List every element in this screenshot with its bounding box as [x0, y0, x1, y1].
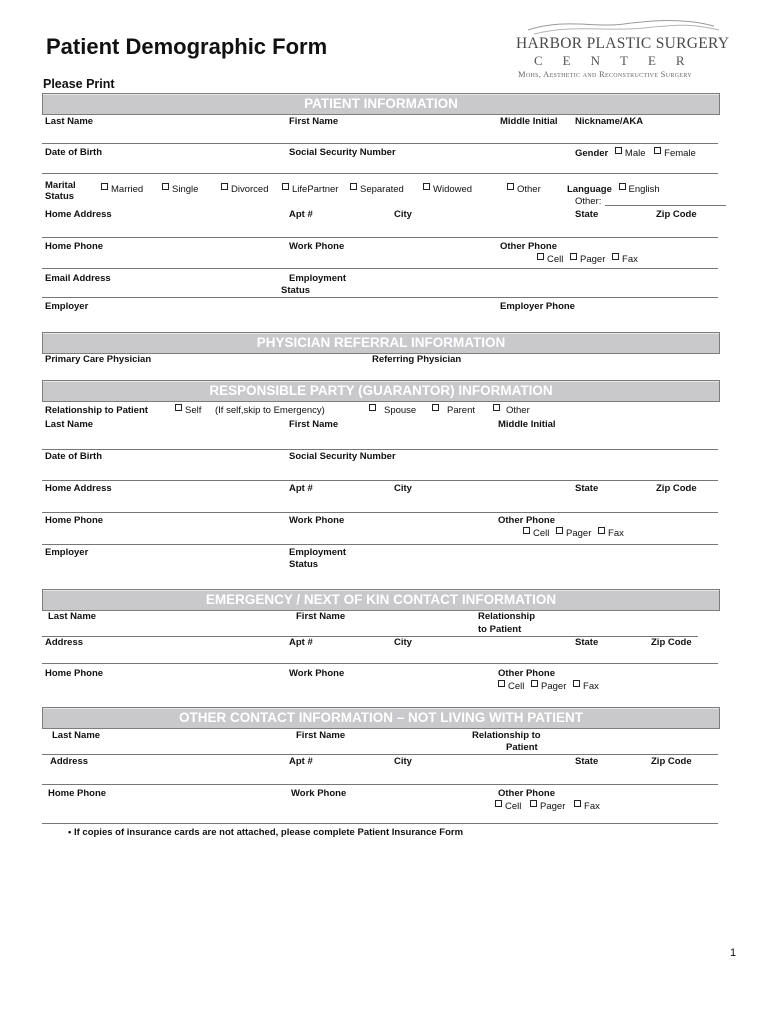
- divider: [42, 143, 718, 144]
- field-relationship: Relationship: [478, 611, 536, 622]
- option-pager: Pager: [540, 801, 566, 812]
- field-language-other: Other:: [575, 196, 602, 207]
- field-home-address: Home Address: [45, 209, 112, 220]
- self-note: (If self,skip to Emergency): [215, 405, 325, 416]
- field-state: State: [575, 209, 599, 220]
- option-widowed[interactable]: [423, 183, 472, 195]
- field-first-name: First Name: [296, 730, 346, 741]
- field-zip: Zip Code: [651, 637, 692, 648]
- field-first-name: First Name: [289, 419, 339, 430]
- page-number: 1: [730, 947, 737, 959]
- section-header-referral: PHYSICIAN REFERRAL INFORMATION: [42, 332, 720, 354]
- field-other-phone: Other Phone: [498, 515, 556, 526]
- field-state: State: [575, 637, 599, 648]
- logo-center: CENTER: [534, 53, 705, 68]
- field-home-phone: Home Phone: [45, 241, 104, 252]
- checkbox-icon: [175, 404, 182, 411]
- option-label: Parent: [447, 405, 475, 416]
- divider: [42, 268, 718, 269]
- checkbox-cell[interactable]: [537, 253, 544, 260]
- option-other[interactable]: [507, 183, 541, 195]
- option-cell: Cell: [533, 528, 550, 539]
- field-dob: Date of Birth: [45, 451, 102, 462]
- field-employment-status: Status: [281, 285, 311, 296]
- divider: [42, 237, 718, 238]
- section-header-emergency: EMERGENCY / NEXT OF KIN CONTACT INFORMATION: [42, 589, 720, 611]
- option-spouse[interactable]: [369, 404, 416, 416]
- checkbox-icon: [101, 183, 108, 190]
- divider: [42, 480, 718, 481]
- field-first-name: First Name: [289, 116, 339, 127]
- field-other-phone: Other Phone: [500, 241, 558, 252]
- field-apt: Apt #: [289, 637, 313, 648]
- option-cell: Cell: [508, 681, 525, 692]
- page-title: Patient Demographic Form: [46, 34, 328, 59]
- checkbox-female[interactable]: [654, 147, 661, 154]
- checkbox-icon: [493, 404, 500, 411]
- field-employment: Employment: [289, 273, 347, 284]
- field-ssn: Social Security Number: [289, 147, 396, 158]
- field-employer: Employer: [45, 547, 89, 558]
- section-header-patient: PATIENT INFORMATION: [42, 93, 720, 115]
- field-last-name: Last Name: [45, 419, 94, 430]
- field-employer-phone: Employer Phone: [500, 301, 575, 312]
- field-nickname: Nickname/AKA: [575, 116, 644, 127]
- divider: [42, 823, 718, 824]
- option-female: Female: [664, 148, 696, 159]
- checkbox-fax[interactable]: [574, 800, 581, 807]
- field-state: State: [575, 483, 599, 494]
- checkbox-pager[interactable]: [531, 680, 538, 687]
- field-work-phone: Work Phone: [289, 668, 345, 679]
- field-city: City: [394, 483, 412, 494]
- option-label: Single: [172, 184, 199, 195]
- field-work-phone: Work Phone: [289, 241, 345, 252]
- checkbox-icon: [507, 183, 514, 190]
- field-employment-status: Status: [289, 559, 319, 570]
- checkbox-cell[interactable]: [523, 527, 530, 534]
- field-relationship: Relationship to Patient: [45, 405, 148, 416]
- option-fax: Fax: [584, 801, 600, 812]
- field-ssn: Social Security Number: [289, 451, 396, 462]
- option-label: Divorced: [231, 184, 269, 195]
- language-other-line[interactable]: [605, 205, 726, 206]
- field-last-name: Last Name: [48, 611, 97, 622]
- field-employment: Employment: [289, 547, 347, 558]
- field-other-phone: Other Phone: [498, 668, 556, 679]
- field-zip: Zip Code: [656, 483, 697, 494]
- field-language: [567, 183, 660, 195]
- divider: [42, 297, 718, 298]
- field-home-address: Home Address: [45, 483, 112, 494]
- checkbox-fax[interactable]: [612, 253, 619, 260]
- option-english: English: [628, 184, 660, 195]
- option-label: Widowed: [433, 184, 473, 195]
- checkbox-icon: [221, 183, 228, 190]
- phone-type-options: [495, 800, 600, 812]
- option-fax: Fax: [622, 254, 638, 265]
- option-male: Male: [624, 148, 646, 159]
- option-self[interactable]: [175, 404, 201, 416]
- divider: [42, 544, 718, 545]
- field-gender: [575, 147, 696, 159]
- option-label: Spouse: [384, 405, 417, 416]
- field-work-phone: Work Phone: [291, 788, 347, 799]
- bullet-icon: •: [68, 827, 72, 838]
- field-middle-initial: Middle Initial: [500, 116, 558, 127]
- field-last-name: Last Name: [45, 116, 94, 127]
- option-other[interactable]: [493, 404, 530, 416]
- field-marital: Marital: [45, 180, 76, 191]
- field-home-phone: Home Phone: [48, 788, 107, 799]
- field-dob: Date of Birth: [45, 147, 102, 158]
- checkbox-icon: [432, 404, 439, 411]
- option-pager: Pager: [566, 528, 592, 539]
- gender-label: Gender: [575, 148, 609, 159]
- option-pager: Pager: [541, 681, 567, 692]
- field-employer: Employer: [45, 301, 89, 312]
- field-zip: Zip Code: [656, 209, 697, 220]
- please-print-note: Please Print: [43, 77, 115, 91]
- field-last-name: Last Name: [52, 730, 101, 741]
- field-address: Address: [45, 637, 84, 648]
- divider: [42, 173, 718, 174]
- checkbox-icon: [350, 183, 357, 190]
- option-divorced[interactable]: [221, 183, 269, 195]
- option-single[interactable]: [162, 183, 198, 195]
- option-fax: Fax: [608, 528, 624, 539]
- divider: [42, 663, 718, 664]
- checkbox-male[interactable]: [615, 147, 622, 154]
- field-city: City: [394, 209, 412, 220]
- clinic-logo: [514, 16, 730, 84]
- field-other-phone: Other Phone: [498, 788, 556, 799]
- divider: [42, 449, 718, 450]
- field-email: Email Address: [45, 273, 111, 284]
- field-apt: Apt #: [289, 483, 313, 494]
- field-relationship: Relationship to: [472, 730, 541, 741]
- option-label: Self: [185, 405, 202, 416]
- field-relationship-cont: to Patient: [478, 624, 522, 635]
- logo-name: HARBOR PLASTIC SURGERY: [516, 35, 730, 52]
- checkbox-pager[interactable]: [556, 527, 563, 534]
- field-home-phone: Home Phone: [45, 515, 104, 526]
- option-cell: Cell: [505, 801, 522, 812]
- divider: [42, 754, 718, 755]
- checkbox-cell[interactable]: [498, 680, 505, 687]
- field-first-name: First Name: [296, 611, 346, 622]
- section-header-other-contact: OTHER CONTACT INFORMATION – NOT LIVING WITH PATIENT: [42, 707, 720, 729]
- option-pager: Pager: [580, 254, 606, 265]
- option-married[interactable]: [101, 183, 143, 195]
- field-work-phone: Work Phone: [289, 515, 345, 526]
- option-separated[interactable]: [350, 183, 404, 195]
- option-cell: Cell: [547, 254, 564, 265]
- field-address: Address: [50, 756, 89, 767]
- checkbox-icon: [162, 183, 169, 190]
- language-label: Language: [567, 184, 612, 195]
- field-marital-status: Status: [45, 191, 75, 202]
- checkbox-fax[interactable]: [573, 680, 580, 687]
- checkbox-english[interactable]: [619, 183, 626, 190]
- field-referring-physician: Referring Physician: [372, 354, 462, 365]
- field-primary-care: Primary Care Physician: [45, 354, 152, 365]
- insurance-note: [68, 827, 463, 838]
- checkbox-pager[interactable]: [570, 253, 577, 260]
- field-apt: Apt #: [289, 756, 313, 767]
- field-middle-initial: Middle Initial: [498, 419, 556, 430]
- checkbox-fax[interactable]: [598, 527, 605, 534]
- field-relationship-cont: Patient: [506, 742, 538, 753]
- phone-type-options: [523, 527, 624, 539]
- logo-tagline: Mohs, Aesthetic and Reconstructive Surgery: [518, 69, 692, 79]
- option-label: Separated: [360, 184, 404, 195]
- field-state: State: [575, 756, 599, 767]
- checkbox-icon: [282, 183, 289, 190]
- option-lifepartner[interactable]: [282, 183, 338, 195]
- phone-type-options: [498, 680, 599, 692]
- field-city: City: [394, 637, 412, 648]
- divider: [42, 784, 718, 785]
- option-label: Other: [506, 405, 530, 416]
- section-header-guarantor: RESPONSIBLE PARTY (GUARANTOR) INFORMATION: [42, 380, 720, 402]
- option-label: LifePartner: [292, 184, 339, 195]
- checkbox-cell[interactable]: [495, 800, 502, 807]
- field-zip: Zip Code: [651, 756, 692, 767]
- field-home-phone: Home Phone: [45, 668, 104, 679]
- divider: [42, 512, 718, 513]
- option-label: Married: [111, 184, 144, 195]
- checkbox-icon: [369, 404, 376, 411]
- phone-type-options: [537, 253, 638, 265]
- field-city: City: [394, 756, 412, 767]
- option-fax: Fax: [583, 681, 599, 692]
- insurance-note-text: If copies of insurance cards are not attached, please complete Patient Insurance Form: [73, 827, 464, 838]
- option-parent[interactable]: [432, 404, 475, 416]
- checkbox-pager[interactable]: [530, 800, 537, 807]
- field-apt: Apt #: [289, 209, 313, 220]
- divider: [42, 636, 698, 637]
- checkbox-icon: [423, 183, 430, 190]
- option-label: Other: [517, 184, 541, 195]
